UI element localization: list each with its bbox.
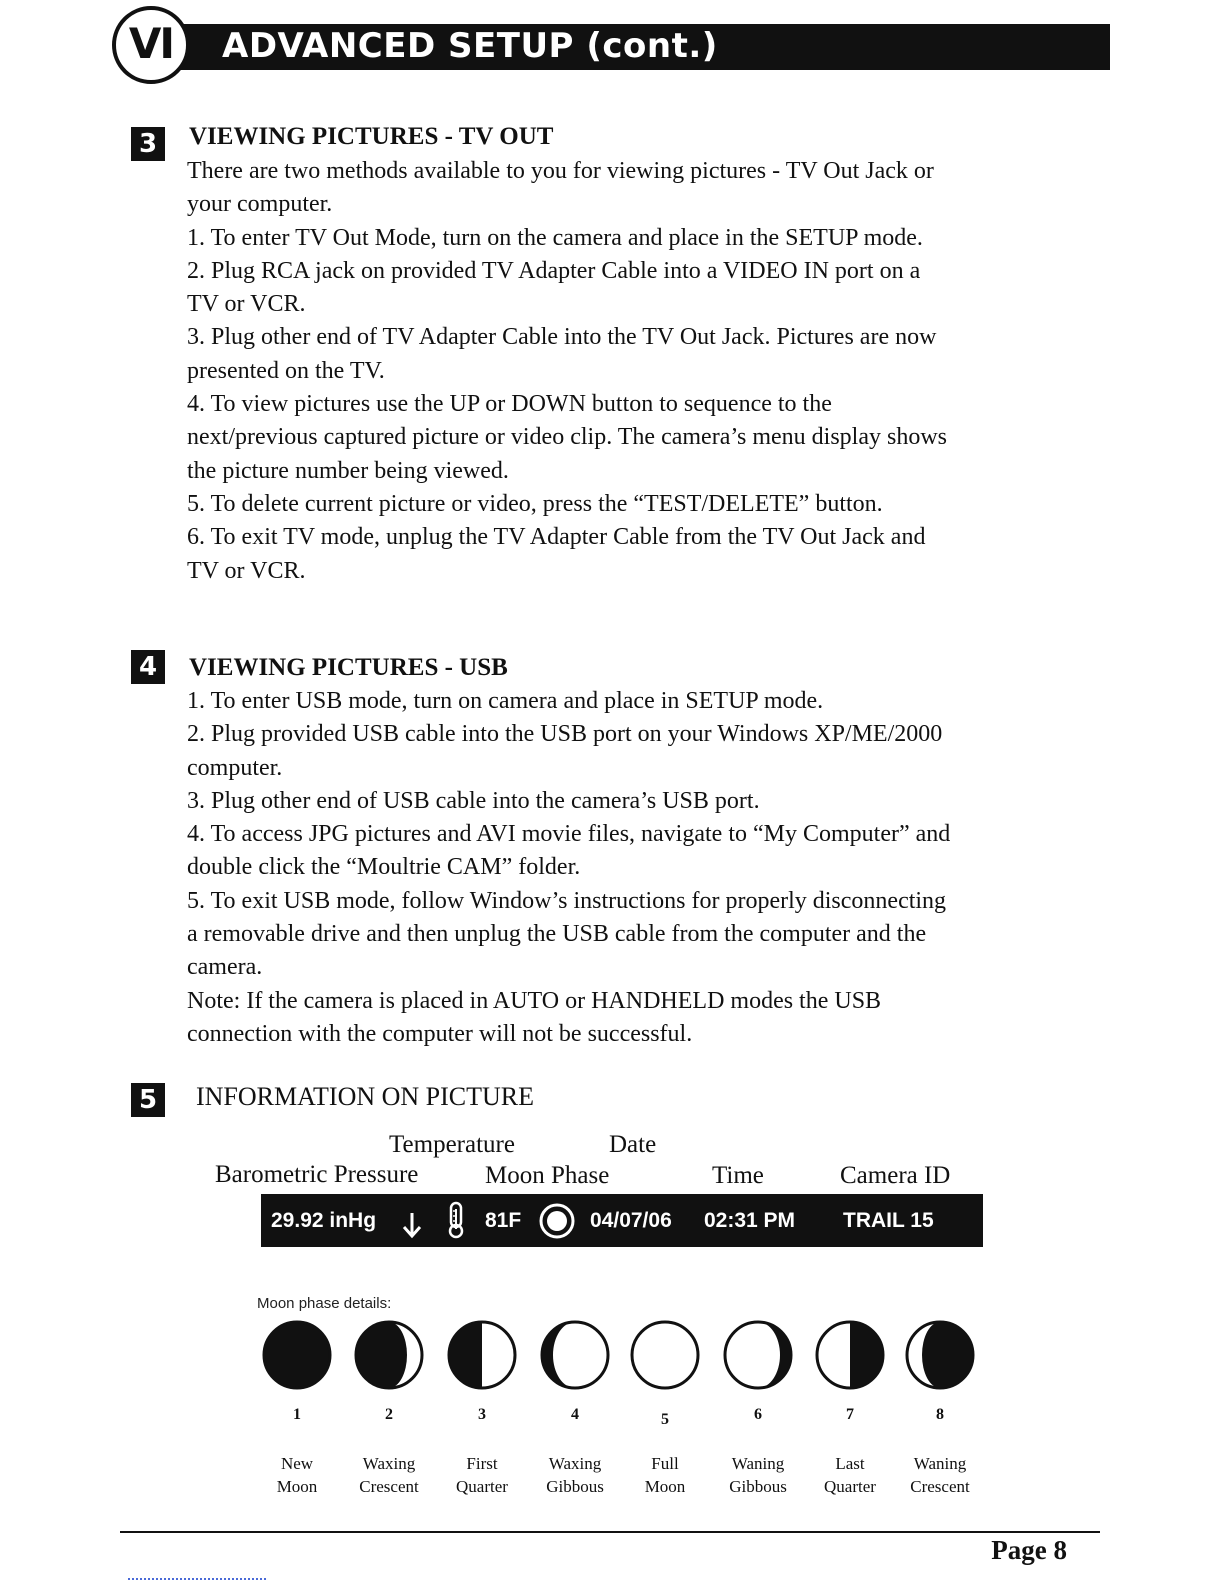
time-value: 02:31 PM [704, 1209, 796, 1232]
moon-phase-name-line1: Waxing [548, 1454, 602, 1473]
label-date: Date [609, 1131, 657, 1158]
moon-phase-name-line2: Gibbous [729, 1477, 787, 1496]
new-moon-icon [264, 1322, 330, 1388]
text-line: camera. [187, 954, 263, 981]
text-line: a removable drive and then unplug the USB cable from the computer and the [187, 921, 927, 948]
waning-crescent-icon [907, 1322, 973, 1388]
moon-phase-name-line1: Waxing [362, 1454, 416, 1473]
text-line: 3. Plug other end of USB cable into the camera’s USB port. [187, 787, 760, 814]
moon-phase-number: 5 [661, 1411, 669, 1428]
moon-phase-name-line2: Crescent [910, 1477, 970, 1496]
label-moon-phase: Moon Phase [485, 1162, 610, 1189]
moon-phase-name-line2: Moon [276, 1477, 318, 1496]
waning-gibbous-icon [725, 1322, 791, 1388]
waxing-crescent-icon [356, 1322, 422, 1388]
text-line: 4. To access JPG pictures and AVI movie files, navigate to “My Computer” and [187, 821, 951, 848]
section-3-body [187, 155, 1087, 588]
text-line: TV or VCR. [187, 557, 306, 584]
text-line: your computer. [187, 191, 333, 218]
pressure-value: 29.92 inHg [271, 1209, 377, 1232]
roman-numeral: VI [128, 19, 174, 68]
section-header [110, 4, 1110, 90]
temperature-value: 81F [485, 1209, 522, 1232]
section-3-title: VIEWING PICTURES - TV OUT [189, 123, 554, 150]
text-line: double click the “Moultrie CAM” folder. [187, 854, 581, 881]
footer-rule [120, 1531, 1100, 1533]
text-line: 1. To enter TV Out Mode, turn on the camera and place in the SETUP mode. [187, 224, 923, 251]
moon-phase-diagram [250, 1310, 990, 1400]
text-line: 5. To exit USB mode, follow Window’s instructions for properly disconnecting [187, 887, 947, 914]
page-number: Page 8 [991, 1535, 1067, 1565]
text-line: 2. Plug RCA jack on provided TV Adapter Cable into a VIDEO IN port on a [187, 257, 921, 284]
moon-phase-name-line1: Waning [913, 1454, 967, 1473]
moon-phase-number: 3 [478, 1406, 486, 1423]
moon-phase-number: 4 [571, 1406, 579, 1423]
moon-phase-details-label: Moon phase details: [257, 1295, 392, 1312]
text-line: 1. To enter USB mode, turn on camera and place in SETUP mode. [187, 688, 824, 714]
last-quarter-icon [817, 1322, 883, 1388]
moon-phase-name-line1: Full [651, 1454, 679, 1473]
label-time: Time [712, 1162, 764, 1189]
header-title: ADVANCED SETUP (cont.) [222, 26, 718, 66]
moon-phase-name-line2: Quarter [824, 1477, 876, 1496]
label-camera-id: Camera ID [840, 1162, 951, 1189]
text-line: 2. Plug provided USB cable into the USB port on your Windows XP/ME/2000 [187, 721, 943, 748]
label-barometric-pressure: Barometric Pressure [215, 1161, 419, 1188]
section-5-badge: 5 [131, 1083, 165, 1117]
full-moon-icon [632, 1322, 698, 1388]
camera-id-value: TRAIL 15 [843, 1209, 934, 1232]
moon-phase-name-line2: Gibbous [546, 1477, 604, 1496]
waxing-gibbous-icon [542, 1322, 608, 1388]
text-line: There are two methods available to you for viewing pictures - TV Out Jack or [187, 158, 934, 184]
dotted-divider [128, 1578, 266, 1580]
text-line: next/previous captured picture or video clip. The camera’s menu display shows [187, 424, 948, 451]
moon-phase-name-line1: New [280, 1454, 314, 1473]
arrow-down-icon [401, 1206, 423, 1259]
moon-phase-name-line2: Moon [644, 1477, 686, 1496]
text-line: Note: If the camera is placed in AUTO or HANDHELD modes the USB [187, 987, 882, 1014]
section-3-badge: 3 [131, 127, 165, 161]
roman-numeral-badge [112, 6, 190, 84]
moon-phase-name-line1: Waning [731, 1454, 785, 1473]
text-line: 4. To view pictures use the UP or DOWN button to sequence to the [187, 391, 832, 418]
section-4-badge: 4 [131, 650, 165, 684]
first-quarter-icon [449, 1322, 515, 1388]
moon-phase-name-line2: Crescent [359, 1477, 419, 1496]
section-5-title: INFORMATION ON PICTURE [196, 1082, 535, 1111]
text-line: connection with the computer will not be successful. [187, 1020, 693, 1047]
text-line: TV or VCR. [187, 291, 306, 318]
moon-phase-name-line1: First [466, 1454, 498, 1473]
label-temperature: Temperature [389, 1131, 515, 1158]
moon-phase-number: 2 [385, 1406, 393, 1423]
moon-phase-number: 7 [846, 1406, 854, 1423]
text-line: computer. [187, 754, 283, 781]
text-line: 5. To delete current picture or video, press the “TEST/DELETE” button. [187, 490, 883, 517]
text-line: 6. To exit TV mode, unplug the TV Adapter Cable from the TV Out Jack and [187, 524, 926, 551]
moon-phase-name-line1: Last [835, 1454, 865, 1473]
moon-phase-icon [538, 1202, 576, 1260]
section-4-title: VIEWING PICTURES - USB [189, 654, 508, 681]
moon-phase-number: 6 [754, 1406, 762, 1423]
text-line: the picture number being viewed. [187, 457, 509, 484]
header-bar [170, 24, 1110, 70]
moon-phase-number: 8 [936, 1406, 944, 1423]
section-4-body [187, 685, 1087, 1051]
date-value: 04/07/06 [590, 1209, 672, 1232]
thermometer-icon [445, 1201, 467, 1259]
text-line: presented on the TV. [187, 357, 385, 384]
picture-info-bar [261, 1194, 983, 1247]
moon-phase-name-line2: Quarter [456, 1477, 508, 1496]
moon-phase-number: 1 [293, 1406, 301, 1423]
text-line: 3. Plug other end of TV Adapter Cable into the TV Out Jack. Pictures are now [187, 324, 937, 351]
